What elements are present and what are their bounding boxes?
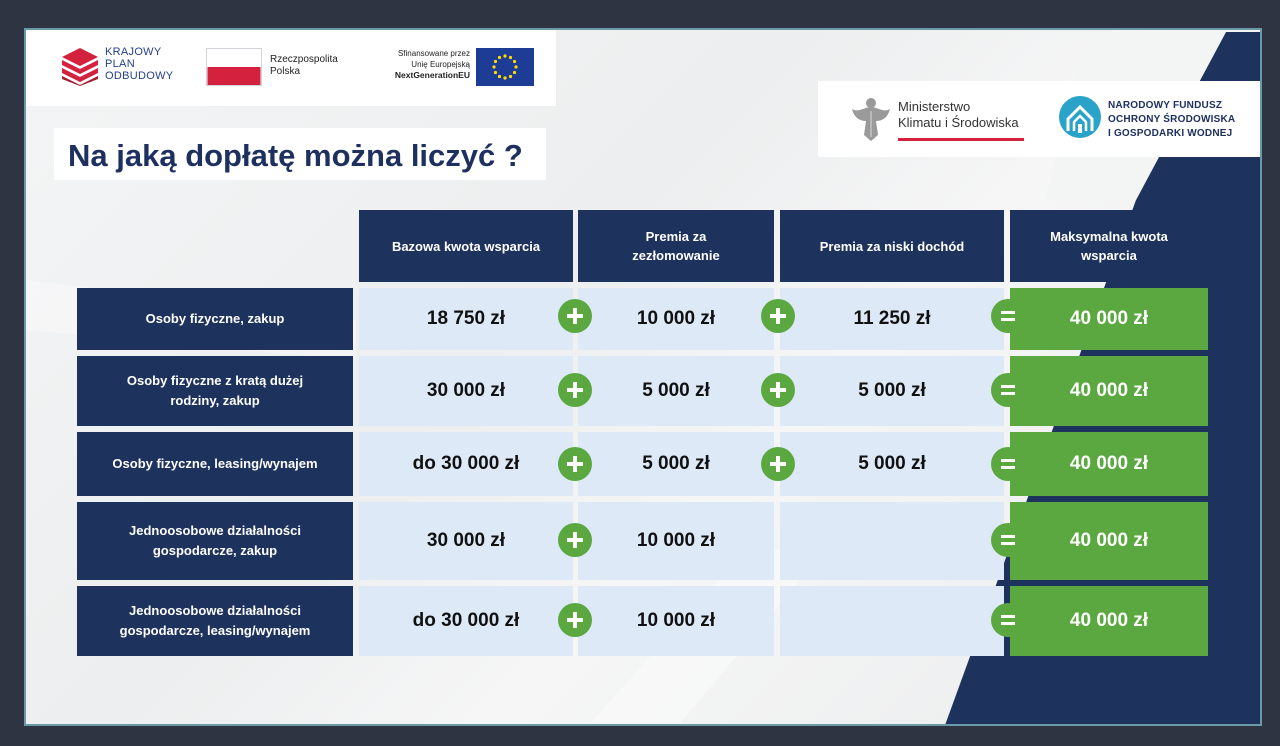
- cell-scrap-bonus: 5 000 zł: [578, 356, 774, 426]
- plus-icon: [761, 447, 795, 481]
- plus-icon: [761, 373, 795, 407]
- cell-max-amount: 40 000 zł: [1010, 288, 1208, 350]
- plus-icon: [558, 447, 592, 481]
- header-max-support: [1010, 210, 1208, 282]
- eu-star: [503, 54, 506, 57]
- kpo-logo-text: KRAJOWY PLAN ODBUDOWY: [105, 46, 174, 82]
- cell-low-income-bonus: [780, 502, 1004, 580]
- poland-flag-icon: [206, 48, 262, 86]
- eu-star: [494, 71, 497, 74]
- header-base-support: [359, 210, 573, 282]
- nfosigw-name: NARODOWY FUNDUSZ OCHRONY ŚRODOWISKA I GOSPODARKI WODNEJ: [1108, 100, 1236, 139]
- plus-icon: [558, 523, 592, 557]
- equals-icon: [991, 447, 1025, 481]
- cell-base-amount: do 30 000 zł: [359, 432, 573, 496]
- eu-star: [509, 75, 512, 78]
- eu-star: [514, 65, 517, 68]
- cell-scrap-bonus: 10 000 zł: [578, 502, 774, 580]
- cell-scrap-bonus: 10 000 zł: [578, 288, 774, 350]
- equals-icon: [991, 299, 1025, 333]
- cell-base-amount: do 30 000 zł: [359, 586, 573, 656]
- row-label: Osoby fizyczne z kratą dużej rodziny, zakup: [77, 356, 353, 426]
- plus-icon: [761, 299, 795, 333]
- row-label: Jednoosobowe działalności gospodarcze, zakup: [77, 502, 353, 580]
- row-label: Osoby fizyczne, leasing/wynajem: [77, 432, 353, 496]
- cell-base-amount: 18 750 zł: [359, 288, 573, 350]
- cell-max-amount: 40 000 zł: [1010, 356, 1208, 426]
- eu-star: [509, 56, 512, 59]
- plus-icon: [558, 299, 592, 333]
- eu-flag-icon: [476, 48, 534, 86]
- eu-funding-text: Sfinansowane przez Unię Europejską NextGenerationEU: [394, 49, 470, 80]
- poland-text: Rzeczpospolita Polska: [270, 54, 338, 77]
- cell-base-amount: 30 000 zł: [359, 502, 573, 580]
- page-title: Na jaką dopłatę można liczyć ?: [68, 138, 523, 173]
- eu-star: [503, 76, 506, 79]
- nfosigw-logo-icon: [1058, 95, 1102, 141]
- eu-star: [494, 60, 497, 63]
- equals-icon: [991, 603, 1025, 637]
- eu-star: [513, 60, 516, 63]
- row-label: Jednoosobowe działalności gospodarcze, leasing/wynajem: [77, 586, 353, 656]
- title-box: [54, 128, 546, 180]
- header-low-income-bonus: [780, 210, 1004, 282]
- ministry-underline: [898, 138, 1024, 141]
- header-label: Premia za niski dochód: [819, 238, 965, 254]
- header-scrapping-bonus: [578, 210, 774, 282]
- kpo-logo-icon: [62, 48, 98, 86]
- cell-scrap-bonus: 10 000 zł: [578, 586, 774, 656]
- cell-low-income-bonus: 5 000 zł: [780, 432, 1004, 496]
- ministry-logos: [818, 81, 1262, 157]
- plus-icon: [558, 373, 592, 407]
- cell-max-amount: 40 000 zł: [1010, 432, 1208, 496]
- eu-star: [498, 75, 501, 78]
- equals-icon: [991, 373, 1025, 407]
- eu-star: [498, 56, 501, 59]
- ministry-name: Ministerstwo Klimatu i Środowiska: [898, 99, 1019, 130]
- cell-low-income-bonus: [780, 586, 1004, 656]
- row-label: Osoby fizyczne, zakup: [77, 288, 353, 350]
- eu-star: [492, 65, 495, 68]
- cell-max-amount: 40 000 zł: [1010, 586, 1208, 656]
- header-label: Premia za zezłomowanie: [632, 229, 720, 263]
- eu-star: [513, 71, 516, 74]
- partner-logos: [26, 30, 556, 106]
- cell-low-income-bonus: 5 000 zł: [780, 356, 1004, 426]
- cell-low-income-bonus: 11 250 zł: [780, 288, 1004, 350]
- cell-scrap-bonus: 5 000 zł: [578, 432, 774, 496]
- header-label: Maksymalna kwota wsparcia: [1050, 229, 1168, 263]
- cell-max-amount: 40 000 zł: [1010, 502, 1208, 580]
- cell-base-amount: 30 000 zł: [359, 356, 573, 426]
- plus-icon: [558, 603, 592, 637]
- header-label: Bazowa kwota wsparcia: [391, 238, 541, 254]
- equals-icon: [991, 523, 1025, 557]
- eagle-emblem-icon: [850, 95, 892, 143]
